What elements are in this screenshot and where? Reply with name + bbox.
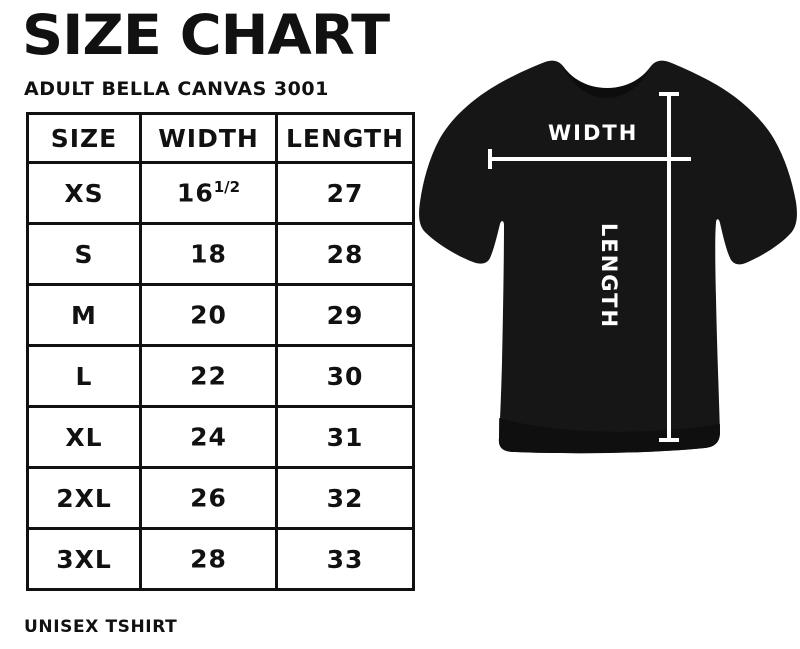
cell-width [141, 407, 277, 468]
cell-size: S [28, 224, 141, 285]
cell-size: M [28, 285, 141, 346]
cell-length: 31 [277, 407, 414, 468]
cell-width [141, 224, 277, 285]
cell-width-value: 18 [190, 239, 227, 269]
size-table [26, 112, 415, 591]
length-measure-cap-bottom [659, 438, 679, 442]
cell-width-value: 20 [190, 300, 227, 330]
cell-size: 3XL [28, 529, 141, 590]
cell-size: XL [28, 407, 141, 468]
cell-length: 33 [277, 529, 414, 590]
page-title: SIZE CHART [22, 3, 390, 67]
column-header-width: WIDTH [141, 114, 277, 163]
length-measure-cap-top [659, 92, 679, 96]
table-row [28, 468, 414, 529]
table-row [28, 407, 414, 468]
cell-length: 32 [277, 468, 414, 529]
cell-width-value: 24 [190, 422, 227, 452]
table-header-row [28, 114, 414, 163]
cell-size: L [28, 346, 141, 407]
cell-width-value: 28 [190, 544, 227, 574]
cell-width [141, 285, 277, 346]
column-header-length: LENGTH [277, 114, 414, 163]
cell-size: 2XL [28, 468, 141, 529]
cell-length: 27 [277, 163, 414, 224]
cell-width-value: 16 [176, 178, 214, 208]
width-measure-cap-left [488, 149, 492, 169]
cell-length: 28 [277, 224, 414, 285]
width-label: WIDTH [548, 121, 639, 145]
table-row [28, 346, 414, 407]
length-label: LENGTH [597, 223, 621, 330]
footer-note: UNISEX TSHIRT [24, 617, 178, 637]
column-header-size: SIZE [28, 114, 141, 163]
cell-width [141, 163, 277, 224]
cell-width-value: 26 [190, 483, 227, 513]
cell-length: 29 [277, 285, 414, 346]
cell-size: XS [28, 163, 141, 224]
tshirt-diagram [415, 18, 800, 578]
table-row [28, 163, 414, 224]
length-measure-line [667, 92, 671, 442]
table-row [28, 529, 414, 590]
cell-width [141, 529, 277, 590]
table-row [28, 224, 414, 285]
size-chart-left-column [22, 0, 422, 649]
table-row [28, 285, 414, 346]
cell-width [141, 346, 277, 407]
cell-width-value: 22 [190, 361, 227, 391]
cell-width [141, 468, 277, 529]
size-chart-right-column [415, 0, 800, 649]
width-measure-line [488, 157, 691, 161]
cell-length: 30 [277, 346, 414, 407]
product-subtitle: ADULT BELLA CANVAS 3001 [24, 78, 329, 100]
cell-width-fraction: 1/2 [213, 178, 241, 197]
